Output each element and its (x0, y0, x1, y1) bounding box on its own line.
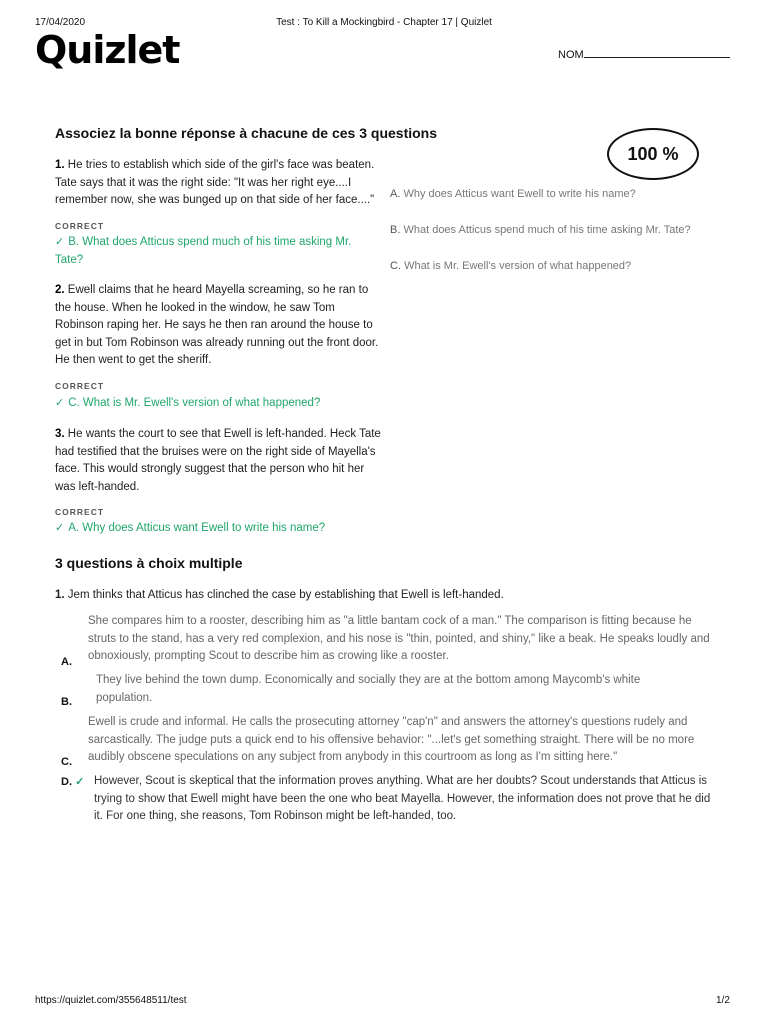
quizlet-logo: Quizlet (35, 28, 180, 72)
question-text: Ewell claims that he heard Mayella screaming, so he ran to the house. When he looked in the window, he saw Tom Robinson raping her. He says he then ran around the house to get in but Tom Robinson was already running out the front door. He then went to get the sheriff. (55, 284, 379, 366)
mc-choice-letter-c: C. (61, 756, 72, 768)
print-title: Test : To Kill a Mockingbird - Chapter 17 | Quizlet (276, 17, 492, 28)
nom-line (584, 46, 730, 58)
option-letter: A. (390, 188, 401, 200)
answer-text: B. What does Atticus spend much of his time asking Mr. Tate? (55, 236, 352, 266)
matching-option-c (390, 260, 631, 272)
check-icon: ✓ (55, 236, 65, 248)
matching-answer-2 (55, 395, 355, 413)
matching-title: Associez la bonne réponse à chacune de ces 3 questions (55, 125, 438, 141)
check-icon: ✓ (55, 397, 65, 409)
matching-answer-1 (55, 234, 355, 269)
footer-url: https://quizlet.com/355648511/test (35, 995, 187, 1006)
question-text: Jem thinks that Atticus has clinched the case by establishing that Ewell is left-handed. (67, 589, 504, 601)
print-date: 17/04/2020 (35, 17, 86, 28)
matching-question-3 (55, 426, 383, 496)
matching-option-b (390, 224, 691, 236)
correct-label: CORRECT (55, 221, 105, 231)
question-text: He wants the court to see that Ewell is left-handed. Heck Tate had testified that the bruises were on the right side of Mayella's face. This would strongly suggest that the person who hit her was left-handed. (55, 428, 381, 493)
correct-label: CORRECT (55, 507, 105, 517)
question-number: 1. (55, 589, 65, 601)
matching-question-2 (55, 282, 383, 370)
mc-choice-letter-a: A. (61, 656, 72, 668)
mc-title: 3 questions à choix multiple (55, 555, 243, 571)
option-text: What does Atticus spend much of his time asking Mr. Tate? (403, 224, 691, 236)
correct-label: CORRECT (55, 381, 105, 391)
question-number: 1. (55, 159, 65, 171)
mc-choice-d: However, Scout is skeptical that the information proves anything. What are her doubts? Scout understands that Atticus is trying to show that Ewell might have been the one who beat Mayella. However, the information does not prove that he did it. For one thing, she reasons, Tom Robinson might be left-handed, too. (94, 775, 711, 822)
check-icon: ✓ (55, 522, 65, 534)
mc-choice-letter-b: B. (61, 696, 72, 708)
mc-choice-b: They live behind the town dump. Economically and socially they are at the bottom among Maycomb's white population. (96, 674, 641, 704)
option-text: What is Mr. Ewell's version of what happened? (404, 260, 632, 272)
answer-text: A. Why does Atticus want Ewell to write his name? (68, 522, 326, 534)
matching-question-1 (55, 157, 383, 210)
mc-question-1 (55, 589, 504, 601)
question-number: 3. (55, 428, 65, 440)
matching-answer-3 (55, 520, 355, 538)
nom-field (558, 46, 730, 61)
question-text: He tries to establish which side of the girl's face was beaten. Tate says that it was the right side: "It was her right eye....I remember now, she was bunged up on that side of her face...." (55, 159, 375, 206)
mc-choice-a: She compares him to a rooster, describing him as "a little bantam cock of a man." The comparison is fitting because he struts to the stand, has a very red complexion, and his nose is "thin, pointed, and shiny," like a beak. He speaks loudly and obnoxiously, prompting Scout to describe him as crowing like a rooster. (88, 615, 710, 662)
mc-choice-c: Ewell is crude and informal. He calls the prosecuting attorney "cap'n" and answers the attorney's questions rudely and sarcastically. The judge puts a quick end to his offensive behavior: "...let's get something straight. There will be no more audibly obscene speculations on any subject from anybody in this courtroom as long as I'm sitting here." (88, 716, 695, 763)
check-icon: ✓ (75, 776, 85, 788)
mc-choice-letter-d (61, 775, 88, 788)
nom-label: NOM (558, 49, 584, 61)
option-letter: B. (390, 224, 401, 236)
footer-page: 1/2 (716, 995, 730, 1006)
matching-option-a (390, 188, 636, 200)
score-badge: 100 % (607, 128, 699, 180)
choice-letter: D. (61, 776, 72, 788)
answer-text: C. What is Mr. Ewell's version of what happened? (68, 397, 321, 409)
question-number: 2. (55, 284, 65, 296)
option-letter: C. (390, 260, 401, 272)
option-text: Why does Atticus want Ewell to write his name? (403, 188, 636, 200)
